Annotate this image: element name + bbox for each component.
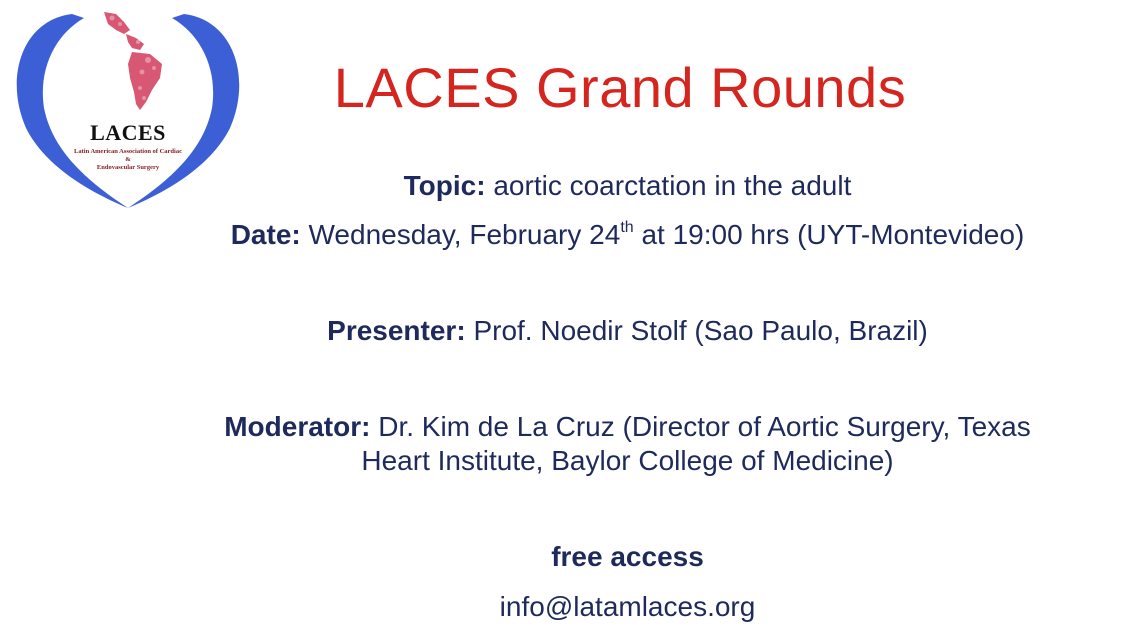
contact-email[interactable]: info@latamlaces.org <box>499 591 756 622</box>
date-label: Date: <box>230 219 301 250</box>
logo-subtitle-line: & <box>125 156 131 163</box>
moderator-text: Dr. Kim de La Cruz (Director of Aortic Surgery, Texas <box>378 411 1031 442</box>
date-time: at 19:00 hrs (UYT-Montevideo) <box>641 219 1025 250</box>
free-access-label: free access <box>551 541 704 572</box>
presenter-text: Prof. Noedir Stolf (Sao Paulo, Brazil) <box>473 315 928 346</box>
moderator-label: Moderator: <box>224 411 371 442</box>
date-text: Wednesday, February 24 <box>308 219 621 250</box>
topic-line <box>140 169 1115 203</box>
moderator-text-continued: Heart Institute, Baylor College of Medicine) <box>361 445 894 476</box>
date-line <box>140 218 1115 252</box>
presenter-line <box>140 314 1115 348</box>
topic-text: aortic coarctation in the adult <box>493 170 852 201</box>
moderator-line <box>140 410 1115 478</box>
presenter-label: Presenter: <box>327 315 466 346</box>
date-superscript: th <box>620 218 634 236</box>
logo-subtitle-line: Endovascular Surgery <box>96 164 160 171</box>
logo-subtitle-line: Latin American Association of Cardiac <box>74 148 182 155</box>
topic-label: Topic: <box>403 170 486 201</box>
page-title: LACES Grand Rounds <box>333 56 907 119</box>
logo-name: LACES <box>90 120 166 145</box>
